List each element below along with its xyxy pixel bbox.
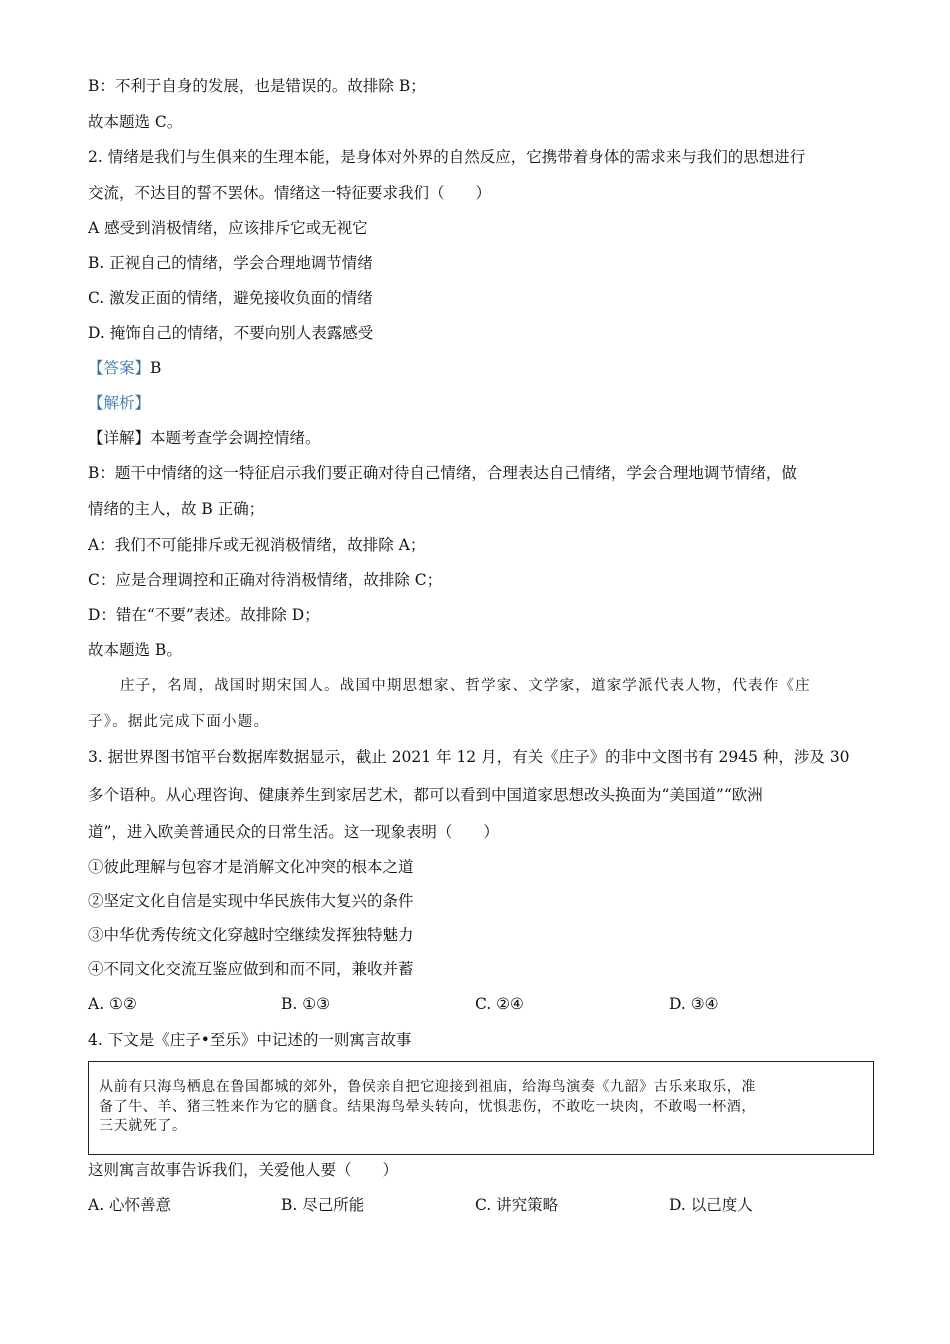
q4-option-c: C. 讲究策略 — [475, 1196, 559, 1214]
q4-option-a: A. 心怀善意 — [88, 1196, 172, 1214]
q2-explain-a: A：我们不可能排斥或无视消极情绪，故排除 A； — [88, 536, 426, 554]
q3-item-4: ④不同文化交流互鉴应做到和而不同，兼收并蓄 — [88, 960, 414, 978]
q3-option-c: C. ②④ — [475, 995, 524, 1013]
q2-option-a: A 感受到消极情绪，应该排斥它或无视它 — [88, 219, 368, 237]
intro-line-1: 庄子，名周，战国时期宋国人。战国中期思想家、哲学家、文学家，道家学派代表人物，代表作《庄 — [120, 678, 811, 694]
q3-option-a: A. ①② — [88, 995, 137, 1013]
analysis-label: 【解析】 — [88, 394, 151, 412]
q3-item-1: ①彼此理解与包容才是消解文化冲突的根本之道 — [88, 858, 414, 876]
q2-stem-line-2: 交流，不达目的誓不罢休。情绪这一特征要求我们（ ） — [88, 184, 492, 202]
q4-question: 这则寓言故事告诉我们，关爱他人要（ ） — [88, 1161, 399, 1179]
q3-item-2: ②坚定文化自信是实现中华民族伟大复兴的条件 — [88, 892, 414, 910]
q2-explain-b-line-2: 情绪的主人，故 B 正确； — [88, 500, 265, 518]
story-line-1: 从前有只海鸟栖息在鲁国都城的郊外，鲁侯亲自把它迎接到祖庙，给海鸟演奏《九韶》古乐来取乐，准 — [99, 1079, 756, 1095]
story-line-2: 备了牛、羊、猪三牲来作为它的膳食。结果海鸟晕头转向，忧惧悲伤，不敢吃一块肉，不敢喝一杯酒， — [99, 1099, 756, 1115]
story-line-3: 三天就死了。 — [99, 1118, 187, 1134]
q2-detail: 【详解】本题考查学会调控情绪。 — [88, 429, 321, 447]
q4-stem: 4. 下文是《庄子•至乐》中记述的一则寓言故事 — [88, 1031, 412, 1049]
q1-conclusion: 故本题选 C。 — [88, 113, 183, 131]
answer-label: 【答案】 — [88, 359, 151, 377]
q3-stem-line-1: 3. 据世界图书馆平台数据库数据显示，截止 2021 年 12 月，有关《庄子》的非中文图书有 2945 种，涉及 30 — [88, 748, 850, 766]
q4-option-d: D. 以己度人 — [669, 1196, 753, 1214]
q3-option-d: D. ③④ — [669, 995, 719, 1013]
q2-conclusion: 故本题选 B。 — [88, 641, 182, 659]
q2-explain-d: D：错在“不要”表述。故排除 D； — [88, 606, 320, 624]
q2-option-d: D. 掩饰自己的情绪，不要向别人表露感受 — [88, 324, 374, 342]
q1-explain-b: B：不利于自身的发展，也是错误的。故排除 B； — [88, 77, 426, 95]
q3-stem-line-3: 道”，进入欧美普通民众的日常生活。这一现象表明（ ） — [88, 823, 499, 841]
q3-item-3: ③中华优秀传统文化穿越时空继续发挥独特魅力 — [88, 926, 414, 944]
q2-option-c: C. 激发正面的情绪，避免接收负面的情绪 — [88, 289, 373, 307]
intro-line-2: 子》。据此完成下面小题。 — [88, 714, 270, 730]
q2-explain-b-line-1: B：题干中情绪的这一特征启示我们要正确对待自己情绪，合理表达自己情绪，学会合理地调节情绪，做 — [88, 464, 797, 482]
q2-option-b: B. 正视自己的情绪，学会合理地调节情绪 — [88, 254, 373, 272]
q2-explain-c: C：应是合理调控和正确对待消极情绪，故排除 C； — [88, 571, 443, 589]
q3-option-b: B. ①③ — [281, 995, 331, 1013]
q2-stem-line-1: 2. 情绪是我们与生俱来的生理本能，是身体对外界的自然反应，它携带着身体的需求来与我们的思想进行 — [88, 148, 806, 166]
q4-option-b: B. 尽己所能 — [281, 1196, 365, 1214]
q3-stem-line-2: 多个语种。从心理咨询、健康养生到家居艺术，都可以看到中国道家思想改头换面为“美国道”“欧洲 — [88, 786, 763, 804]
q2-answer — [88, 358, 161, 378]
story-box — [88, 1061, 874, 1155]
answer-value: B — [150, 359, 162, 377]
